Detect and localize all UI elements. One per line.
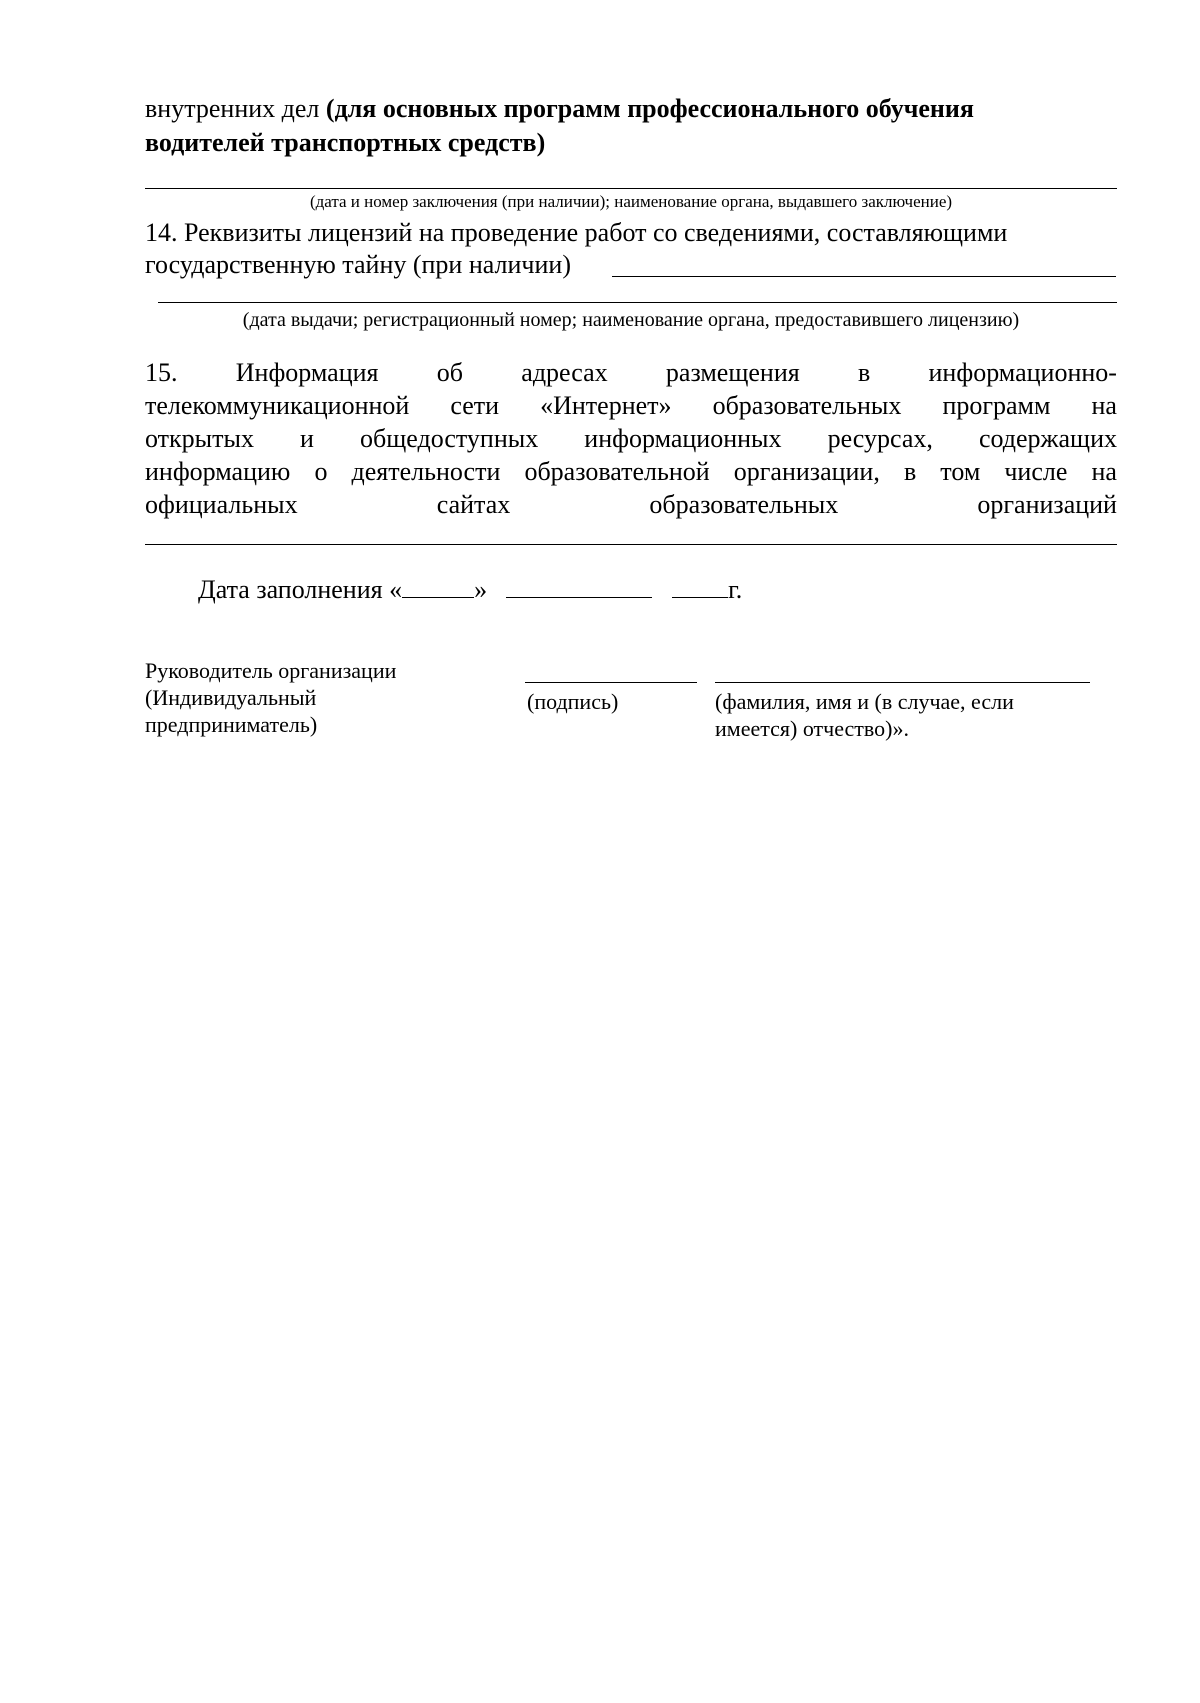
word: организаций (977, 490, 1117, 519)
word: программ (942, 391, 1051, 420)
signature-head-line2: (Индивидуальный (145, 685, 317, 710)
section13-fill-line (145, 188, 1117, 189)
signature-caption: (подпись) (527, 689, 619, 714)
word: на (1091, 391, 1117, 420)
word: в (857, 358, 871, 387)
signature-head-line3: предприниматель) (145, 712, 318, 737)
word: информацию (145, 457, 291, 486)
word: и (300, 424, 314, 453)
word: образовательной (524, 457, 710, 486)
section14-inline-fill-line (612, 276, 1116, 277)
word: о (314, 457, 328, 486)
fill-date-label: Дата заполнения « (198, 575, 403, 604)
word: на (1091, 457, 1117, 486)
fill-date-row (198, 573, 742, 606)
word: информационно- (928, 358, 1117, 387)
word: общедоступных (360, 424, 539, 453)
section13-line1 (145, 92, 974, 125)
word: образовательных (712, 391, 902, 420)
word: в (903, 457, 917, 486)
section15-fill-line (145, 544, 1117, 545)
section14-line2: государственную тайну (при наличии) (145, 250, 571, 279)
word: ресурсах, (827, 424, 933, 453)
word: размещения (665, 358, 800, 387)
word: Информация (235, 358, 379, 387)
word: адресах (521, 358, 608, 387)
word: открытых (145, 424, 254, 453)
word: телекоммуникационной (145, 391, 410, 420)
name-line (715, 682, 1090, 683)
section15-line1 (145, 356, 1117, 389)
section15-line4 (145, 455, 1117, 488)
word: об (436, 358, 464, 387)
fill-date-day-blank (402, 575, 474, 598)
word: образовательных (649, 490, 839, 519)
word: деятельности (351, 457, 501, 486)
section14-fill-line (158, 302, 1117, 303)
fill-date-year-blank (672, 575, 728, 598)
word: официальных (145, 490, 298, 519)
section13-line1-normal: внутренних дел (145, 94, 326, 123)
section13-line2: водителей транспортных средств) (145, 128, 546, 157)
word: сети (450, 391, 500, 420)
section14-caption: (дата выдачи; регистрационный номер; наименование органа, предоставившего лицензию) (242, 309, 1020, 331)
word: сайтах (436, 490, 511, 519)
word: «Интернет» (540, 391, 672, 420)
word: числе (1004, 457, 1068, 486)
fill-date-year-suffix: г. (728, 575, 743, 604)
section14-line1: 14. Реквизиты лицензий на проведение работ со сведениями, составляющими (145, 218, 1008, 247)
word: том (940, 457, 981, 486)
signature-line (525, 682, 697, 683)
word: содержащих (978, 424, 1117, 453)
word: организации, (733, 457, 880, 486)
fill-date-month-blank (506, 575, 652, 598)
section15-line5 (145, 488, 1117, 521)
section13-caption: (дата и номер заключения (при наличии); наименование органа, выдавшего заключение) (309, 192, 953, 211)
name-caption-line2: имеется) отчество)». (715, 716, 909, 741)
section15-line2 (145, 389, 1117, 422)
signature-head-line1: Руководитель организации (145, 658, 397, 683)
word: информационных (584, 424, 782, 453)
section13-line1-bold: (для основных программ профессионального обучения (325, 94, 974, 123)
section15-line3 (145, 422, 1117, 455)
word: 15. (145, 358, 178, 387)
fill-date-quote-close: » (474, 575, 488, 604)
name-caption-line1: (фамилия, имя и (в случае, если (715, 689, 1014, 714)
